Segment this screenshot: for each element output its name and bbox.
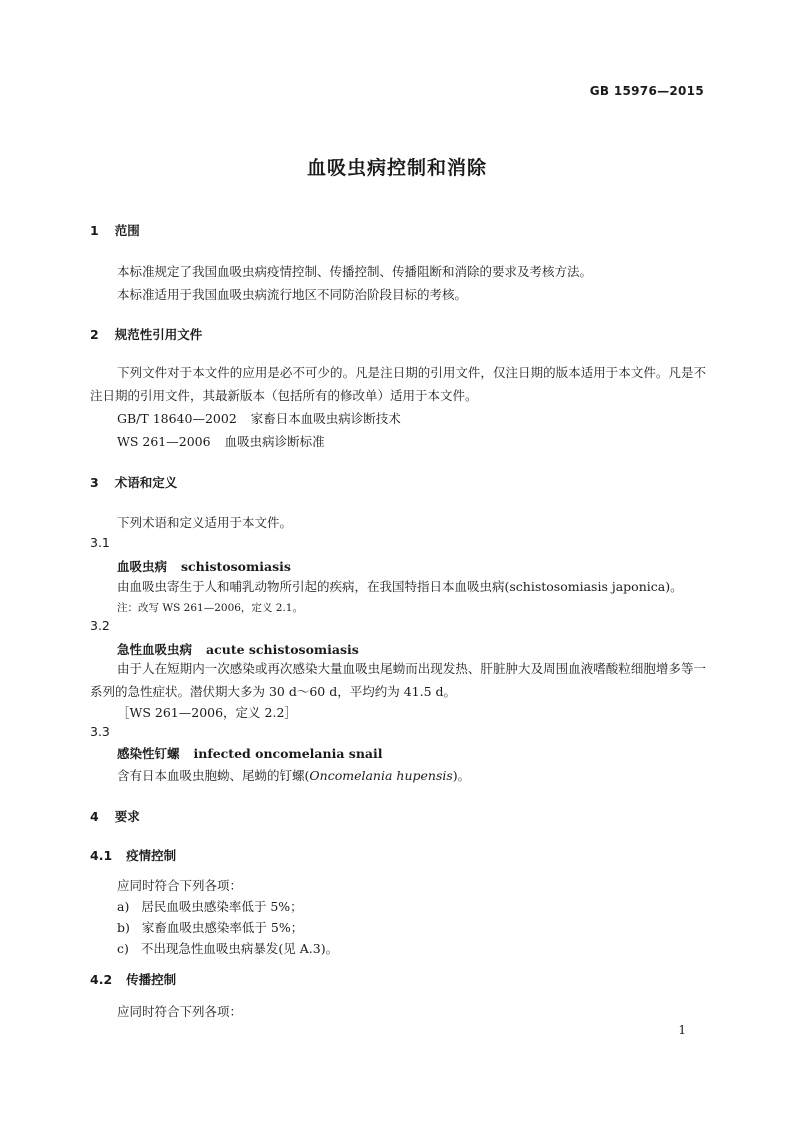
paragraph: 下列文件对于本文件的应用是必不可少的。凡是注日期的引用文件，仅注日期的版本适用于本文件。凡是不注日期的引用文件，其最新版本（包括所有的修改单）适用于本文件。 bbox=[90, 365, 706, 403]
list-item bbox=[117, 918, 303, 936]
subsection-4-2-heading bbox=[90, 970, 176, 988]
list-text: 家畜血吸虫感染率低于 5%； bbox=[141, 920, 304, 935]
subsection-title: 疫情控制 bbox=[126, 848, 177, 863]
term-chinese: 血吸虫病 bbox=[117, 559, 168, 574]
standard-number: GB 15976—2015 bbox=[589, 84, 704, 98]
section-number: 1 bbox=[90, 223, 99, 238]
list-text: 不出现急性血吸虫病暴发(见 A.3)。 bbox=[140, 941, 339, 956]
reference-item bbox=[117, 409, 401, 427]
term-definition bbox=[117, 766, 470, 784]
term-definition: 由于人在短期内一次感染或再次感染大量血吸虫尾蚴而出现发热、肝脏肿大及周围血液嗜酸粒细胞增多等一系列的急性症状。潜伏期大多为 30 d～60 d，平均约为 41.5 d。 bbox=[90, 661, 706, 699]
reference-item bbox=[117, 432, 325, 450]
paragraph: 应同时符合下列各项： bbox=[117, 1004, 243, 1019]
section-3-heading bbox=[90, 473, 177, 491]
term-number: 3.3 bbox=[90, 724, 110, 739]
list-marker: a) bbox=[117, 899, 130, 914]
term-note: 注：改写 WS 261—2006，定义 2.1。 bbox=[117, 602, 303, 614]
term-english: acute schistosomiasis bbox=[206, 642, 359, 657]
term-definition: 由血吸虫寄生于人和哺乳动物所引起的疾病，在我国特指日本血吸虫病(schistosomiasis japonica)。 bbox=[117, 579, 683, 594]
subsection-number: 4.2 bbox=[90, 972, 113, 987]
paragraph: 本标准规定了我国血吸虫病疫情控制、传播控制、传播阻断和消除的要求及考核方法。 bbox=[117, 264, 593, 279]
section-2-heading bbox=[90, 325, 202, 343]
term-english: infected oncomelania snail bbox=[193, 746, 383, 761]
term-number: 3.2 bbox=[90, 618, 110, 633]
section-title: 要求 bbox=[114, 809, 140, 824]
term-heading bbox=[117, 744, 383, 762]
term-chinese: 感染性钉螺 bbox=[117, 746, 180, 761]
list-item bbox=[117, 939, 338, 957]
term-english: schistosomiasis bbox=[181, 559, 291, 574]
paragraph: 下列术语和定义适用于本文件。 bbox=[117, 515, 293, 530]
section-title: 规范性引用文件 bbox=[114, 327, 203, 342]
term-chinese: 急性血吸虫病 bbox=[117, 642, 193, 657]
subsection-title: 传播控制 bbox=[126, 972, 177, 987]
term-source: ［WS 261—2006，定义 2.2］ bbox=[117, 705, 297, 720]
list-marker: c) bbox=[117, 941, 129, 956]
section-title: 术语和定义 bbox=[114, 475, 178, 490]
subsection-4-1-heading bbox=[90, 846, 176, 864]
section-1-heading bbox=[90, 221, 140, 239]
section-title: 范围 bbox=[114, 223, 140, 238]
list-item bbox=[117, 897, 303, 915]
term-heading bbox=[117, 557, 291, 575]
section-number: 3 bbox=[90, 475, 99, 490]
species-name: Oncomelania hupensis bbox=[309, 768, 453, 783]
subsection-number: 4.1 bbox=[90, 848, 113, 863]
paragraph: 应同时符合下列各项： bbox=[117, 878, 243, 893]
paragraph: 本标准适用于我国血吸虫病流行地区不同防治阶段目标的考核。 bbox=[117, 287, 468, 302]
reference-title: 血吸虫病诊断标准 bbox=[224, 434, 325, 449]
term-number: 3.1 bbox=[90, 535, 110, 550]
term-heading bbox=[117, 640, 359, 658]
page-title: 血吸虫病控制和消除 bbox=[306, 157, 487, 179]
definition-text: )。 bbox=[452, 768, 471, 783]
list-text: 居民血吸虫感染率低于 5%； bbox=[141, 899, 303, 914]
definition-text: 含有日本血吸虫胞蚴、尾蚴的钉螺( bbox=[117, 768, 310, 783]
page-number: 1 bbox=[678, 1023, 686, 1037]
section-number: 4 bbox=[90, 809, 99, 824]
list-marker: b) bbox=[117, 920, 130, 935]
reference-title: 家畜日本血吸虫病诊断技术 bbox=[250, 411, 401, 426]
section-4-heading bbox=[90, 807, 140, 825]
section-number: 2 bbox=[90, 327, 99, 342]
reference-code: WS 261—2006 bbox=[117, 434, 211, 449]
reference-code: GB/T 18640—2002 bbox=[117, 411, 237, 426]
